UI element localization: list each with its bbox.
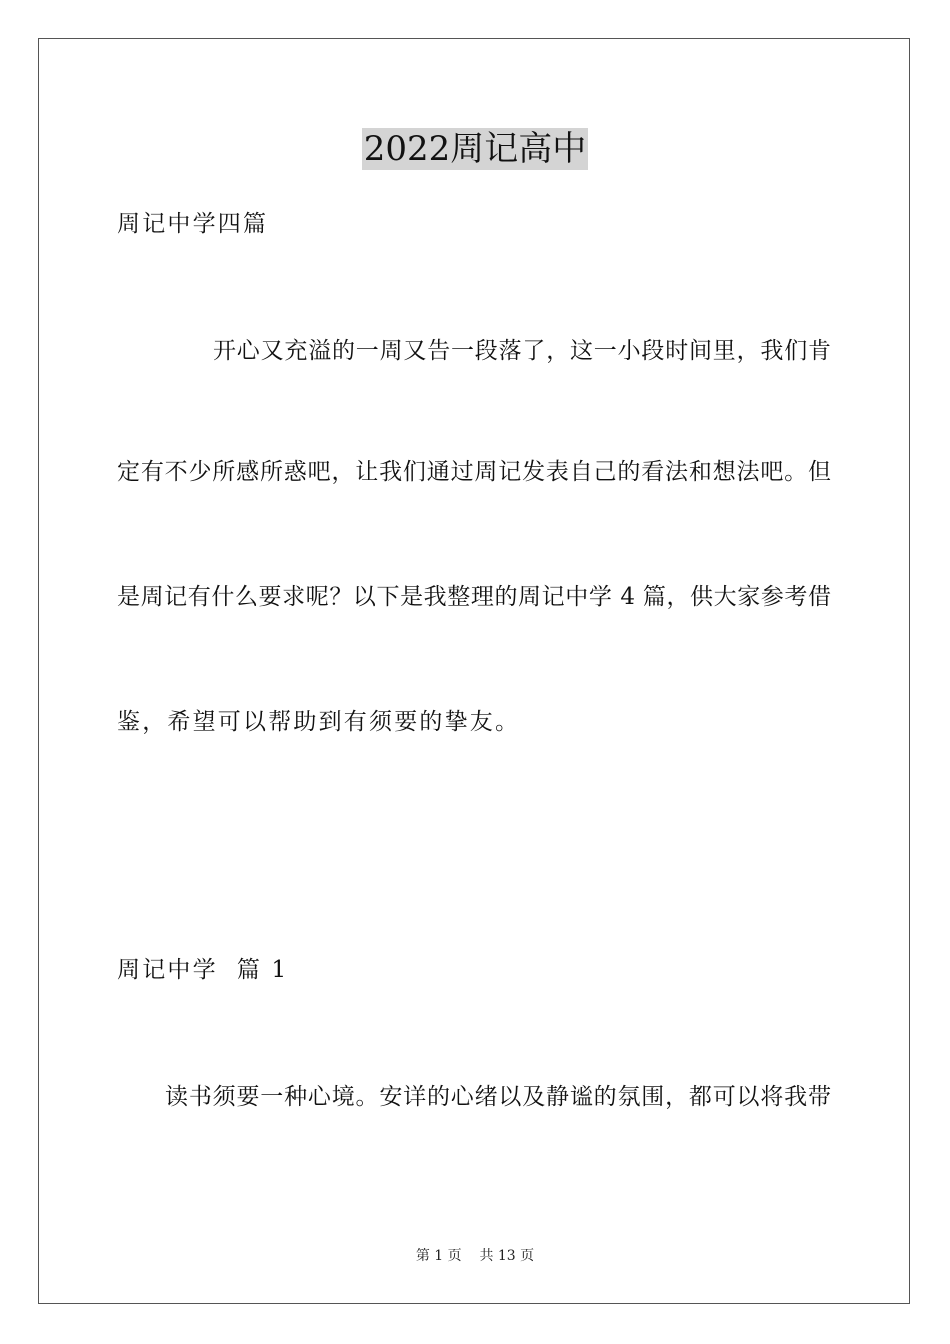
paragraph-line: 是周记有什么要求呢？以下是我整理的周记中学 4 篇，供大家参考借 — [117, 584, 831, 610]
page-number: 第 1 页 — [415, 1248, 462, 1264]
page-footer — [0, 1247, 950, 1265]
total-pages: 共 13 页 — [479, 1248, 535, 1264]
paragraph-line: 读书须要一种心境。安详的心绪以及静谧的氛围，都可以将我带 — [165, 1084, 831, 1110]
document-subtitle: 周记中学四篇 — [117, 211, 269, 237]
paragraph-line: 鉴，希望可以帮助到有须要的挚友。 — [117, 709, 521, 735]
paragraph-line: 定有不少所感所惑吧，让我们通过周记发表自己的看法和想法吧。但 — [117, 459, 831, 485]
title-container — [0, 128, 950, 170]
paragraph-line: 开心又充溢的一周又告一段落了，这一小段时间里，我们肯 — [213, 338, 831, 364]
document-title: 2022周记高中 — [363, 129, 587, 169]
section-heading: 周记中学 篇 1 — [117, 957, 289, 983]
